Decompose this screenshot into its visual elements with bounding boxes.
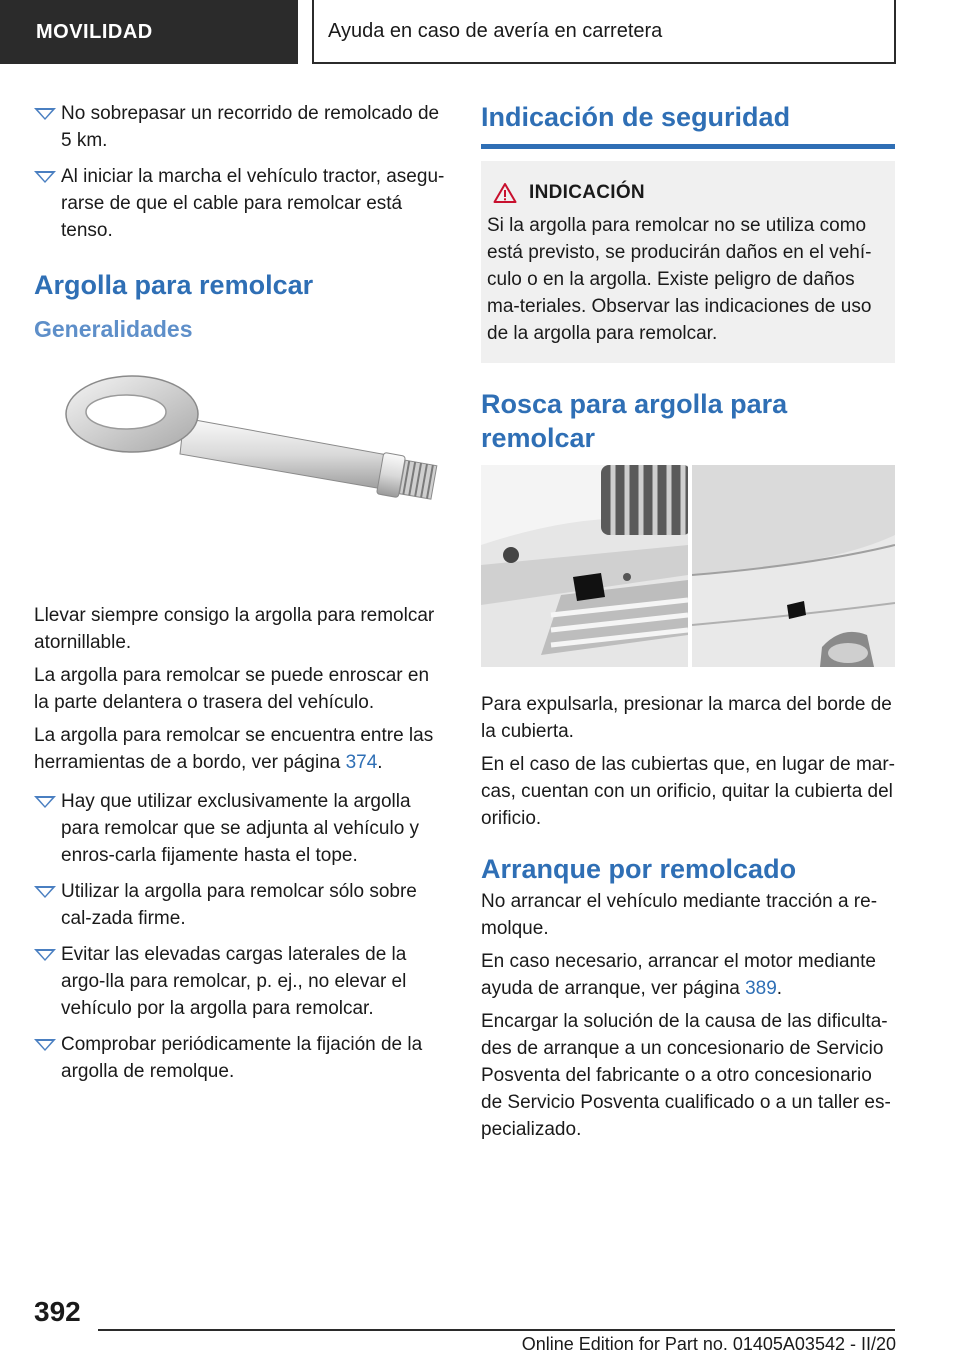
list-item: Comprobar periódicamente la fijación de la argolla de remolque. bbox=[34, 1031, 448, 1085]
list-item: Al iniciar la marcha el vehículo tractor, asegu-rarse de que el cable para remolcar está tenso. bbox=[34, 163, 448, 244]
edition-note: Online Edition for Part no. 01405A03542 - II/20 bbox=[521, 1334, 896, 1354]
list-item: Hay que utilizar exclusivamente la argolla para remolcar que se adjunta al vehículo y enros-carla fijamente hasta el tope. bbox=[34, 788, 448, 869]
bullet-triangle-icon bbox=[34, 886, 56, 898]
tow-eye-image bbox=[34, 366, 448, 566]
bullet-triangle-icon bbox=[34, 949, 56, 961]
bullet-triangle-icon bbox=[34, 108, 56, 120]
page-link-374[interactable]: 374 bbox=[345, 752, 378, 773]
section-tab: MOVILIDAD bbox=[0, 0, 298, 64]
paragraph: En el caso de las cubiertas que, en lugar de mar-cas, cuentan con un orificio, quitar la cubierta del orificio. bbox=[481, 754, 896, 829]
note-label: INDICACIÓN bbox=[529, 182, 645, 203]
left-column bbox=[34, 100, 448, 1094]
bullet-triangle-icon bbox=[34, 1039, 56, 1051]
paragraph: Para expulsarla, presionar la marca del borde de la cubierta. bbox=[481, 694, 892, 742]
safety-note-box bbox=[481, 161, 895, 363]
heading-tow-eye: Argolla para remolcar bbox=[34, 270, 314, 300]
paragraph: La argolla para remolcar se encuentra entre las herramientas de a bordo, ver página 374. bbox=[34, 725, 434, 773]
right-column bbox=[481, 100, 895, 1149]
paragraph: Llevar siempre consigo la argolla para remolcar atornillable. bbox=[34, 605, 435, 653]
list-item: Evitar las elevadas cargas laterales de la argo-lla para remolcar, p. ej., no elevar el vehículo por la argolla para remolcar. bbox=[34, 941, 448, 1022]
chapter-title: Ayuda en caso de avería en carretera bbox=[312, 0, 896, 64]
paragraph: No arrancar el vehículo mediante tracción a re-molque. bbox=[481, 891, 878, 939]
front-bumper-image bbox=[481, 465, 688, 667]
warning-triangle-icon bbox=[493, 182, 517, 204]
bullet-triangle-icon bbox=[34, 796, 56, 808]
heading-tow-start: Arranque por remolcado bbox=[481, 854, 797, 884]
paragraph: La argolla para remolcar se puede enroscar en la parte delantera o trasera del vehículo. bbox=[34, 665, 430, 713]
thread-cover-images bbox=[481, 465, 895, 667]
rear-bumper-image bbox=[692, 465, 895, 667]
subheading-general: Generalidades bbox=[34, 316, 193, 342]
list-item: No sobrepasar un recorrido de remolcado de 5 km. bbox=[34, 100, 448, 154]
paragraph: En caso necesario, arrancar el motor mediante ayuda de arranque, ver página 389. bbox=[481, 951, 876, 999]
note-text: Si la argolla para remolcar no se utiliza como está previsto, se producirán daños en el vehí-culo o en la argolla. Existe peligro de daños ma-teriales. Observar las indicaciones de uso de la argolla para remolcar. bbox=[487, 215, 872, 344]
footer-rule bbox=[98, 1329, 895, 1331]
heading-thread: Rosca para argolla para remolcar bbox=[481, 389, 788, 453]
page-link-389[interactable]: 389 bbox=[745, 978, 777, 999]
heading-safety: Indicación de seguridad bbox=[481, 100, 895, 149]
paragraph: Encargar la solución de la causa de las dificulta-des de arranque a un concesionario de Servicio Posventa del fabricante o a otro concesionario de Servicio Posventa cualificado o a un taller es-pecializado. bbox=[481, 1011, 891, 1140]
bullet-triangle-icon bbox=[34, 171, 56, 183]
list-item: Utilizar la argolla para remolcar sólo sobre cal-zada firme. bbox=[34, 878, 448, 932]
page-number: 392 bbox=[34, 1296, 81, 1327]
